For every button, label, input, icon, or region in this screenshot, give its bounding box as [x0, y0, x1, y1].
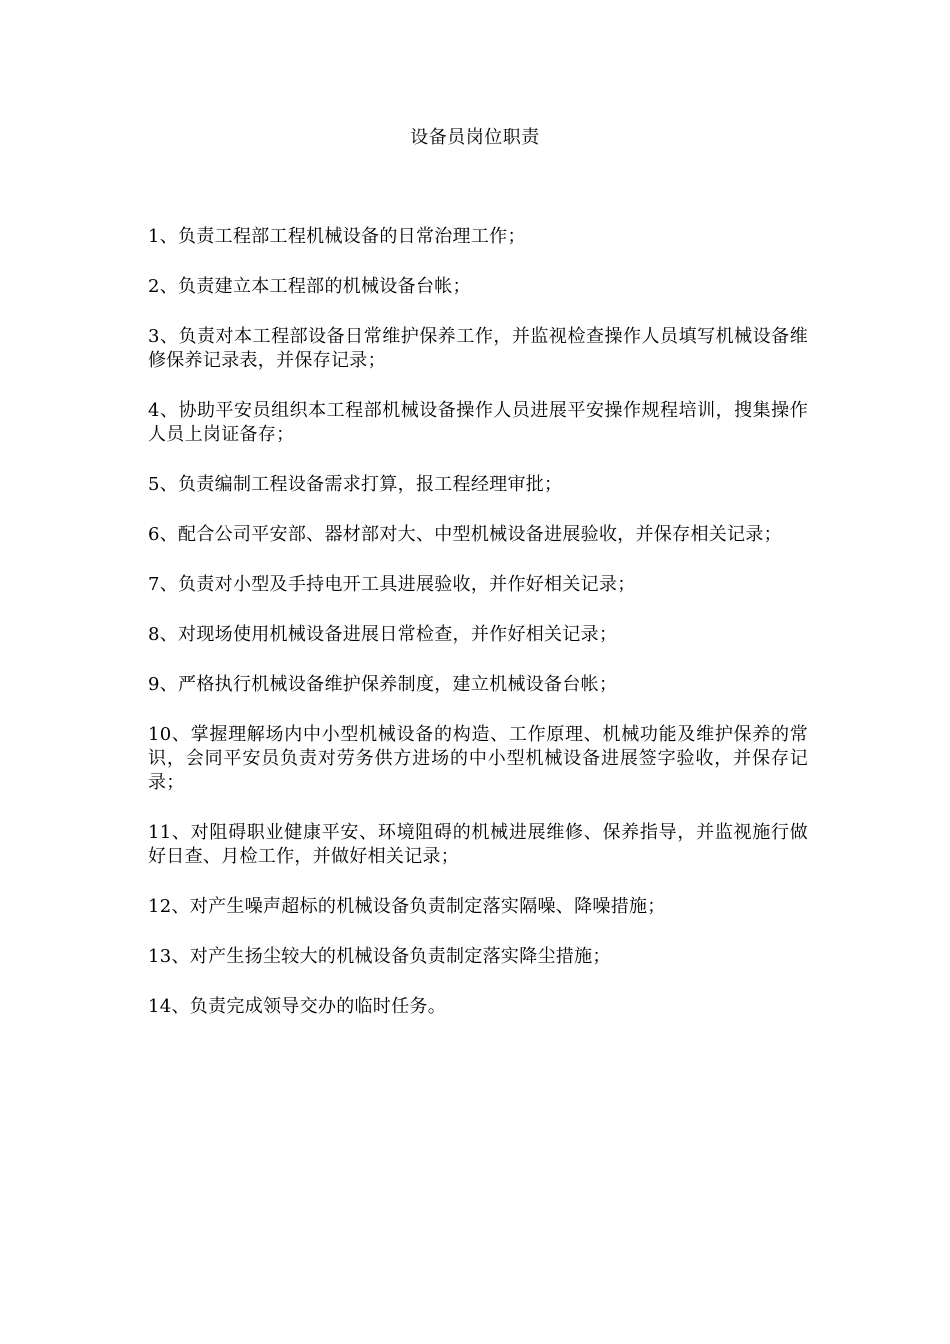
- duty-item-13: 13、对产生扬尘较大的机械设备负责制定落实降尘措施；: [148, 946, 611, 967]
- duty-item-5: 5、负责编制工程设备需求打算，报工程经理审批；: [148, 474, 563, 495]
- duty-item-14: 14、负责完成领导交办的临时任务。: [148, 996, 447, 1017]
- duty-item-11: 11、对阻碍职业健康平安、环境阻碍的机械进展维修、保养指导，并监视施行做好日查、月检工作，并做好相关记录；: [148, 822, 808, 867]
- duty-item-6: 6、配合公司平安部、器材部对大、中型机械设备进展验收，并保存相关记录；: [148, 524, 782, 545]
- duty-item-10: 10、掌握理解场内中小型机械设备的构造、工作原理、机械功能及维护保养的常识，会同平安员负责对劳务供方进场的中小型机械设备进展签字验收，并保存记录；: [148, 724, 808, 793]
- duty-item-4: 4、协助平安员组织本工程部机械设备操作人员进展平安操作规程培训，搜集操作人员上岗证备存；: [148, 400, 808, 445]
- duty-item-12: 12、对产生噪声超标的机械设备负责制定落实隔噪、降噪措施；: [148, 896, 666, 917]
- duty-item-2: 2、负责建立本工程部的机械设备台帐；: [148, 276, 471, 297]
- duty-list: [148, 225, 808, 1045]
- duty-item-7: 7、负责对小型及手持电开工具进展验收，并作好相关记录；: [148, 574, 636, 595]
- duty-item-8: 8、对现场使用机械设备进展日常检查，并作好相关记录；: [148, 624, 618, 645]
- duty-item-1: 1、负责工程部工程机械设备的日常治理工作；: [148, 226, 526, 247]
- document-title: 设备员岗位职责: [410, 127, 540, 148]
- duty-item-9: 9、严格执行机械设备维护保养制度，建立机械设备台帐；: [148, 674, 618, 695]
- duty-item-3: 3、负责对本工程部设备日常维护保养工作，并监视检查操作人员填写机械设备维修保养记录表，并保存记录；: [148, 326, 808, 371]
